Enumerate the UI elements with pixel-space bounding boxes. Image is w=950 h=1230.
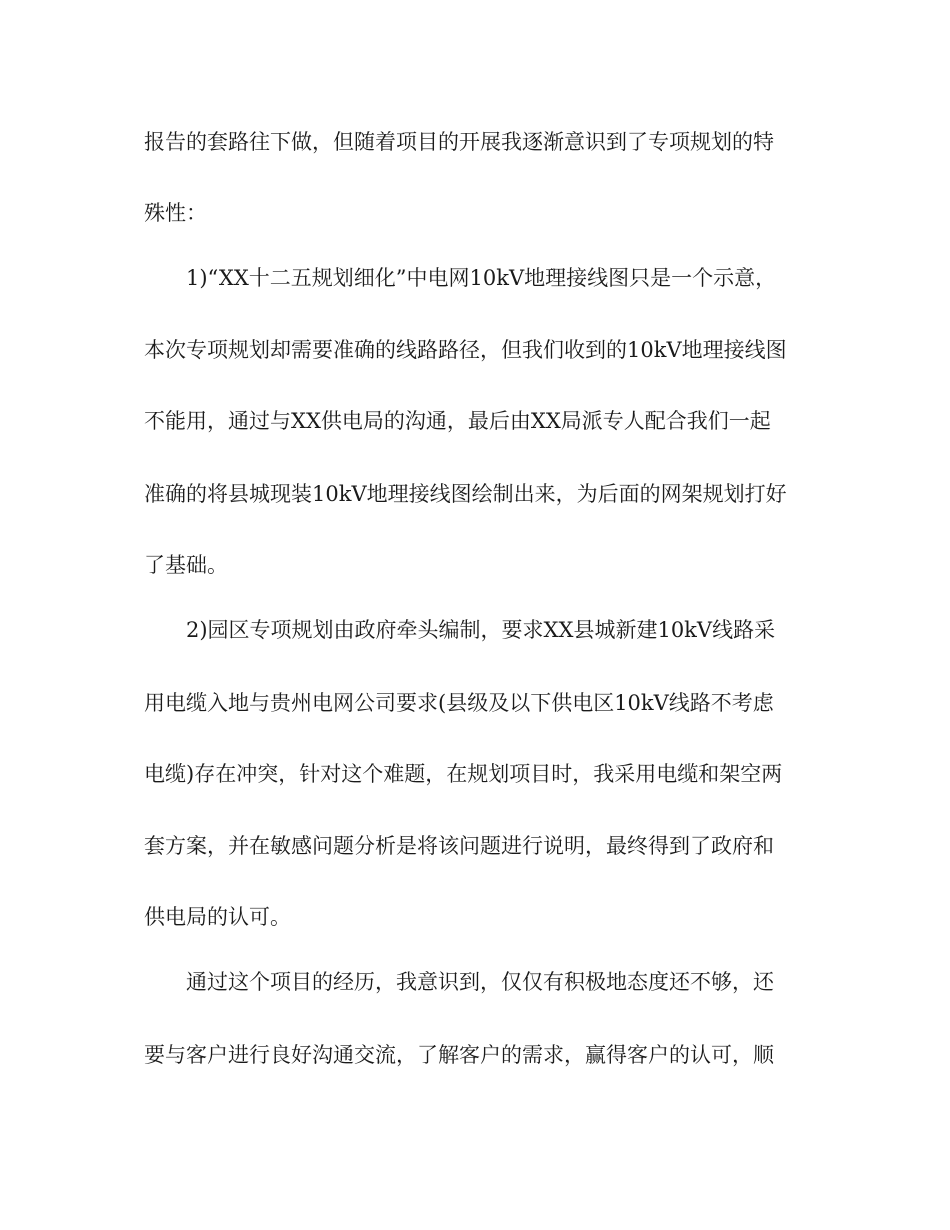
paragraph-line: 本次专项规划却需要准确的线路路径，但我们收到的10kV地理接线图 [144, 338, 787, 362]
paragraph-line: 准确的将县城现装10kV地理接线图绘制出来，为后面的网架规划打好 [144, 482, 787, 506]
paragraph-line: 电缆)存在冲突，针对这个难题，在规划项目时，我采用电缆和架空两 [144, 762, 783, 786]
paragraph-line: 供电局的认可。 [144, 905, 291, 929]
paragraph-line: 了基础。 [144, 553, 228, 577]
paragraph-line: 用电缆入地与贵州电网公司要求(县级及以下供电区10kV线路不考虑 [144, 691, 774, 715]
paragraph-line: 2)园区专项规划由政府牵头编制，要求XX县城新建10kV线路采 [186, 618, 776, 642]
paragraph-line: 报告的套路往下做，但随着项目的开展我逐渐意识到了专项规划的特 [144, 130, 774, 154]
paragraph-line: 通过这个项目的经历，我意识到，仅仅有积极地态度还不够，还 [186, 970, 774, 994]
paragraph-line: 要与客户进行良好沟通交流，了解客户的需求，赢得客户的认可，顺 [144, 1043, 774, 1067]
paragraph-line: 套方案，并在敏感问题分析是将该问题进行说明，最终得到了政府和 [144, 834, 774, 858]
paragraph-line: 殊性： [144, 201, 207, 225]
paragraph-line: 不能用，通过与XX供电局的沟通，最后由XX局派专人配合我们一起 [144, 409, 771, 433]
paragraph-line: 1)“XX十二五规划细化”中电网10kV地理接线图只是一个示意， [186, 266, 777, 290]
